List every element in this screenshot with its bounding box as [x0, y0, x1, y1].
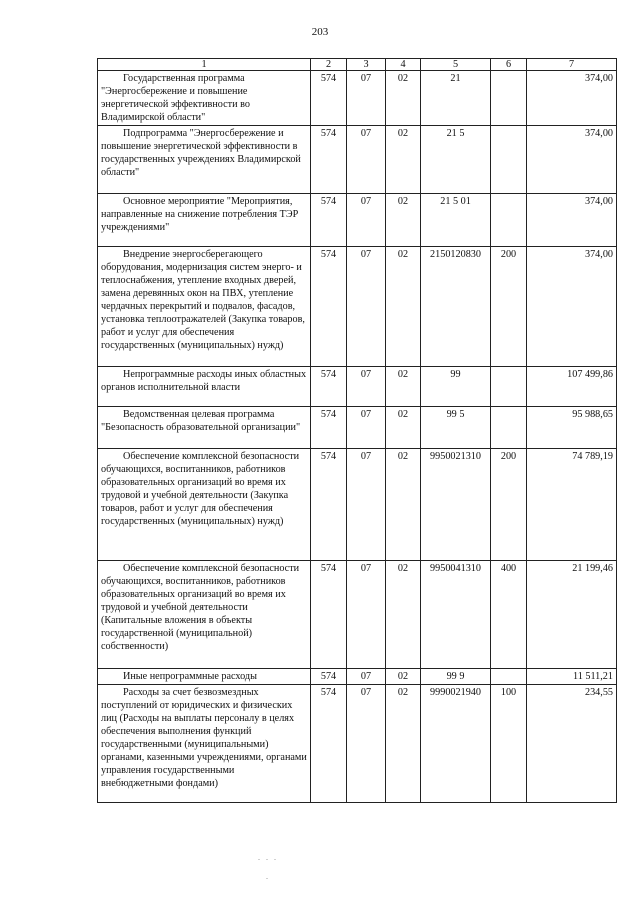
row-section: 07	[347, 71, 386, 126]
row-subsection: 02	[386, 449, 421, 561]
row-target-article: 99 5	[421, 407, 491, 449]
row-expense-type	[491, 367, 527, 407]
table-row	[98, 685, 617, 803]
row-section: 07	[347, 561, 386, 669]
row-grbs: 574	[311, 126, 347, 194]
row-expense-type	[491, 71, 527, 126]
row-grbs: 574	[311, 71, 347, 126]
row-sum: 374,00	[527, 71, 617, 126]
row-expense-type	[491, 194, 527, 247]
header-cell: 5	[421, 59, 491, 71]
row-subsection: 02	[386, 685, 421, 803]
page-number: 203	[311, 26, 329, 38]
row-expense-type: 400	[491, 561, 527, 669]
row-sum: 74 789,19	[527, 449, 617, 561]
row-sum: 11 511,21	[527, 669, 617, 685]
row-section: 07	[347, 669, 386, 685]
row-grbs: 574	[311, 449, 347, 561]
row-name: Ведомственная целевая программа "Безопасность образовательной организации"	[98, 407, 311, 449]
row-target-article: 21	[421, 71, 491, 126]
row-section: 07	[347, 247, 386, 367]
row-grbs: 574	[311, 247, 347, 367]
header-cell: 2	[311, 59, 347, 71]
header-cell: 4	[386, 59, 421, 71]
table-row	[98, 367, 617, 407]
row-name: Обеспечение комплексной безопасности обучающихся, воспитанников, работников образовательных организаций во время их трудовой и учебной деятельности (Капитальные вложения в объекты государственной (муниципальной) собственности)	[98, 561, 311, 669]
header-cell: 6	[491, 59, 527, 71]
row-expense-type: 200	[491, 247, 527, 367]
row-grbs: 574	[311, 367, 347, 407]
row-subsection: 02	[386, 669, 421, 685]
row-subsection: 02	[386, 407, 421, 449]
row-expense-type: 100	[491, 685, 527, 803]
row-name: Основное мероприятие "Мероприятия, направленные на снижение потребления ТЭР учреждениями"	[98, 194, 311, 247]
row-name: Непрограммные расходы иных областных органов исполнительной власти	[98, 367, 311, 407]
row-expense-type	[491, 126, 527, 194]
row-sum: 374,00	[527, 194, 617, 247]
row-target-article: 9950021310	[421, 449, 491, 561]
row-section: 07	[347, 126, 386, 194]
scan-speck: . . .	[258, 853, 278, 862]
row-section: 07	[347, 449, 386, 561]
row-subsection: 02	[386, 367, 421, 407]
row-subsection: 02	[386, 247, 421, 367]
row-sum: 374,00	[527, 126, 617, 194]
table-row	[98, 449, 617, 561]
row-name: Обеспечение комплексной безопасности обучающихся, воспитанников, работников образовательных организаций во время их трудовой и учебной деятельности (Закупка товаров, работ и услуг для обеспечения государственных (муниципальных) нужд)	[98, 449, 311, 561]
row-target-article: 9950041310	[421, 561, 491, 669]
budget-table	[97, 58, 617, 803]
row-sum: 234,55	[527, 685, 617, 803]
scan-speck: .	[266, 872, 270, 881]
header-cell: 1	[98, 59, 311, 71]
row-subsection: 02	[386, 561, 421, 669]
row-target-article: 9990021940	[421, 685, 491, 803]
table-row	[98, 71, 617, 126]
row-grbs: 574	[311, 561, 347, 669]
row-grbs: 574	[311, 685, 347, 803]
table-row	[98, 407, 617, 449]
row-name: Иные непрограммные расходы	[98, 669, 311, 685]
row-name: Внедрение энергосберегающего оборудования, модернизация систем энерго- и теплоснабжения, утепление входных дверей, замена деревянных окон на ПВХ, утепление чердачных перекрытий и подвалов, фасадов, установка теплоотражателей (Закупка товаров, работ и услуг для обеспечения государственных (муниципальных) нужд)	[98, 247, 311, 367]
row-target-article: 2150120830	[421, 247, 491, 367]
row-name: Расходы за счет безвозмездных поступлений от юридических и физических лиц (Расходы на выплаты персоналу в целях обеспечения выполнения функций государственными (муниципальными) органами, казенными учреждениями, органами управления государственными внебюджетными фондами)	[98, 685, 311, 803]
row-target-article: 21 5 01	[421, 194, 491, 247]
row-expense-type	[491, 669, 527, 685]
row-sum: 21 199,46	[527, 561, 617, 669]
row-target-article: 99 9	[421, 669, 491, 685]
header-cell: 3	[347, 59, 386, 71]
table-row	[98, 247, 617, 367]
table-header-row	[98, 59, 617, 71]
table-row	[98, 194, 617, 247]
row-grbs: 574	[311, 194, 347, 247]
table-row	[98, 561, 617, 669]
row-sum: 374,00	[527, 247, 617, 367]
row-subsection: 02	[386, 126, 421, 194]
row-section: 07	[347, 194, 386, 247]
row-sum: 107 499,86	[527, 367, 617, 407]
table-row	[98, 126, 617, 194]
row-grbs: 574	[311, 669, 347, 685]
row-name: Государственная программа "Энергосбережение и повышение энергетической эффективности во Владимирской области"	[98, 71, 311, 126]
row-section: 07	[347, 685, 386, 803]
row-section: 07	[347, 367, 386, 407]
row-subsection: 02	[386, 71, 421, 126]
row-expense-type	[491, 407, 527, 449]
row-section: 07	[347, 407, 386, 449]
row-grbs: 574	[311, 407, 347, 449]
table-row	[98, 669, 617, 685]
row-name: Подпрограмма "Энергосбережение и повышение энергетической эффективности в государственных учреждениях Владимирской области"	[98, 126, 311, 194]
row-subsection: 02	[386, 194, 421, 247]
header-cell: 7	[527, 59, 617, 71]
row-sum: 95 988,65	[527, 407, 617, 449]
row-expense-type: 200	[491, 449, 527, 561]
row-target-article: 99	[421, 367, 491, 407]
row-target-article: 21 5	[421, 126, 491, 194]
